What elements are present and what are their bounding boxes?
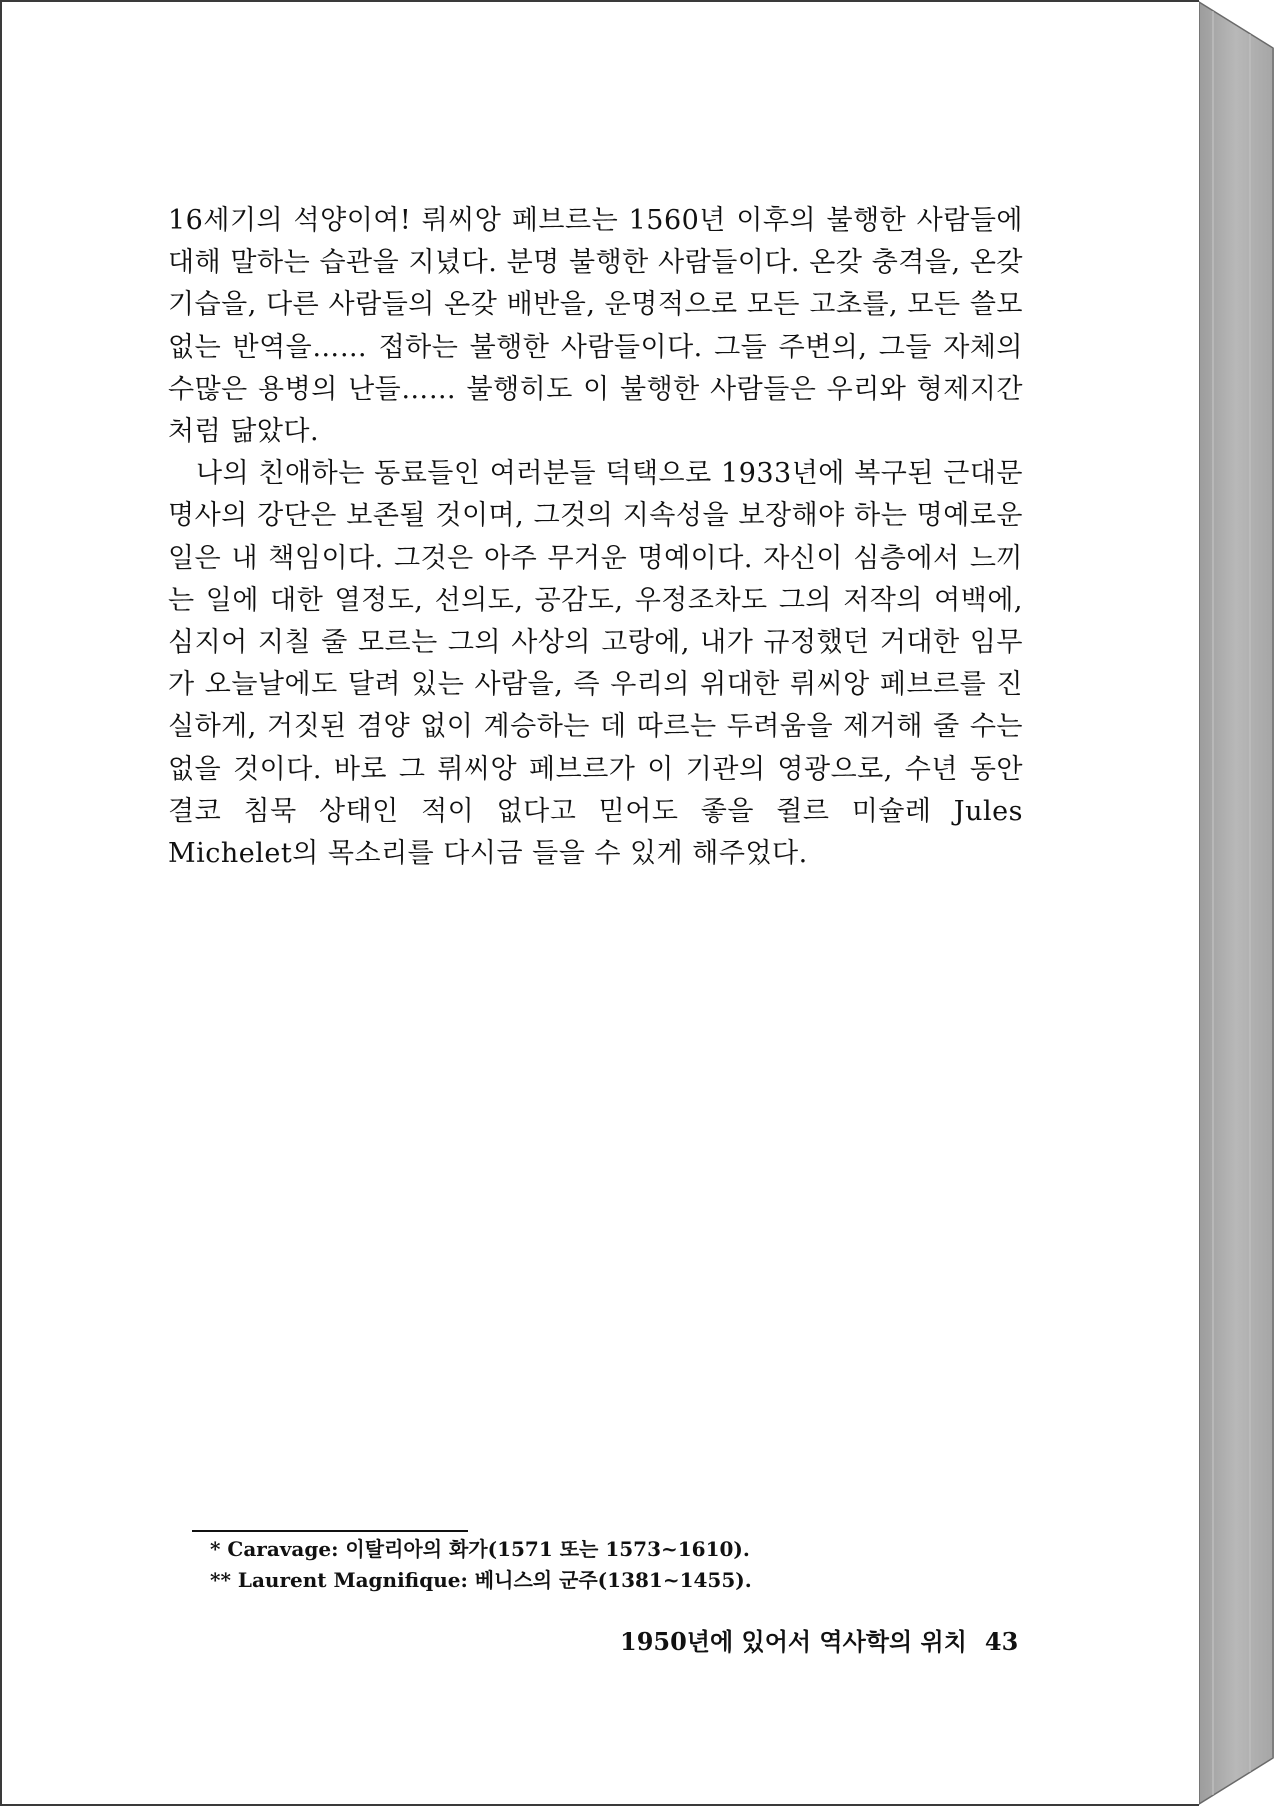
footnote-divider [192, 1530, 468, 1532]
footnote-2: ** Laurent Magnifique: 베니스의 군주(1381~1455). [210, 1568, 752, 1592]
paragraph-2: 나의 친애하는 동료들인 여러분들 덕택으로 1933년에 복구된 근대문명사의 강단은 보존될 것이며, 그것의 지속성을 보장해야 하는 명예로운 일은 내 책임이다. 그것은 아주 무거운 명예이다. 자신이 심층에서 느끼는 일에 대한 열정도, 선의도, 공감도, 우정조차도 그의 저작의 여백에, 심지어 지칠 줄 모르는 그의 사상의 고랑에, 내가 규정했던 거대한 임무가 오늘날에도 달려 있는 사람을, 즉 우리의 위대한 뤼씨앙 페브르를 진실하게, 거짓된 겸양 없이 계승하는 데 따르는 두려움을 제거해 줄 수는 없을 것이다. 바로 그 뤼씨앙 페브르가 이 기관의 영광으로, 수년 동안 결코 침묵 상태인 적이 없다고 믿어도 좋을 쥘르 미슐레 Jules Michelet의 목소리를 다시금 들을 수 있게 해주었다. [168, 458, 1023, 870]
page-number: 43 [984, 1627, 1019, 1656]
footnotes [210, 1534, 910, 1596]
body-text [168, 200, 1023, 875]
running-title: 1950년에 있어서 역사학의 위치 [620, 1627, 967, 1656]
running-footer [620, 1622, 1019, 1657]
footnote-1: * Caravage: 이탈리아의 화가(1571 또는 1573~1610). [210, 1537, 750, 1561]
paragraph-1: 16세기의 석양이여! 뤼씨앙 페브르는 1560년 이후의 불행한 사람들에 대해 말하는 습관을 지녔다. 분명 불행한 사람들이다. 온갖 충격을, 온갖 기습을, 다른 사람들의 온갖 배반을, 운명적으로 모든 고초를, 모든 쓸모없는 반역을…… 접하는 불행한 사람들이다. 그들 주변의, 그들 자체의 수많은 용병의 난들…… 불행히도 이 불행한 사람들은 우리와 형제지간처럼 닮았다. [168, 205, 1023, 448]
